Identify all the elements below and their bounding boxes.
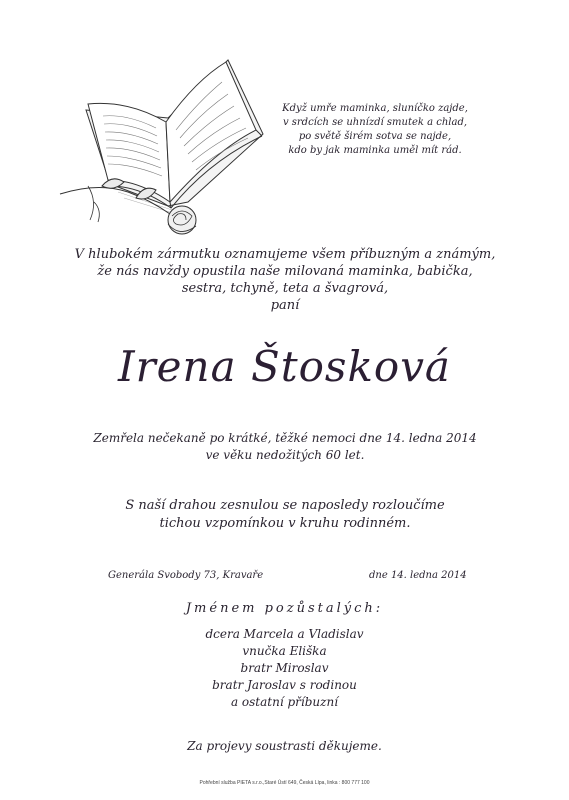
mourners-list	[0, 626, 569, 711]
death-line: ve věku nedožitých 60 let.	[205, 448, 365, 462]
poem-line: Když umře maminka, sluníčko zajde,	[282, 103, 468, 114]
poem-line: v srdcích se uhnízdí smutek a chlad,	[282, 117, 468, 128]
mourners-heading: Jménem pozůstalých:	[185, 601, 384, 616]
death-line: Zemřela nečekaně po krátké, těžké nemoci dne 14. ledna 2014	[93, 431, 477, 445]
mourner-item: vnučka Eliška	[242, 644, 327, 658]
announcement-line: paní	[270, 298, 300, 313]
mourner-item: dcera Marcela a Vladislav	[205, 627, 364, 641]
announcement-line: že nás navždy opustila naše milovaná maminka, babička,	[97, 264, 473, 279]
notice-date: dne 14. ledna 2014	[369, 570, 467, 581]
announcement-line: sestra, tchyně, teta a švagrová,	[181, 281, 389, 296]
death-notice	[40, 430, 530, 464]
thanks-line: Za projevy soustrasti děkujeme.	[187, 739, 382, 753]
mourner-item: bratr Miroslav	[240, 661, 329, 675]
announcement-line: V hlubokém zármutku oznamujeme všem příbuzným a známým,	[74, 247, 496, 262]
address: Generála Svobody 73, Kravaře	[108, 570, 264, 581]
mourner-item: a ostatní příbuzní	[230, 695, 339, 709]
farewell-line: S naší drahou zesnulou se naposledy rozloučíme	[125, 498, 445, 513]
mourner-item: bratr Jaroslav s rodinou	[212, 678, 357, 692]
poem-line: po světě širém sotva se najde,	[298, 131, 452, 142]
farewell-notice	[40, 497, 530, 533]
book-and-rose-illustration	[58, 52, 268, 242]
poem-line: kdo by jak maminka uměl mít rád.	[288, 145, 462, 156]
farewell-line: tichou vzpomínkou v kruhu rodinném.	[159, 516, 411, 531]
announcement	[40, 246, 530, 314]
deceased-name: Irena Štosková	[118, 342, 451, 391]
poem	[270, 102, 480, 158]
funeral-service-footer: Pohřební služba PIETA s.r.o.,Staré Ústí 649, Česká Lípa, linka : 800 777 100	[199, 780, 370, 786]
